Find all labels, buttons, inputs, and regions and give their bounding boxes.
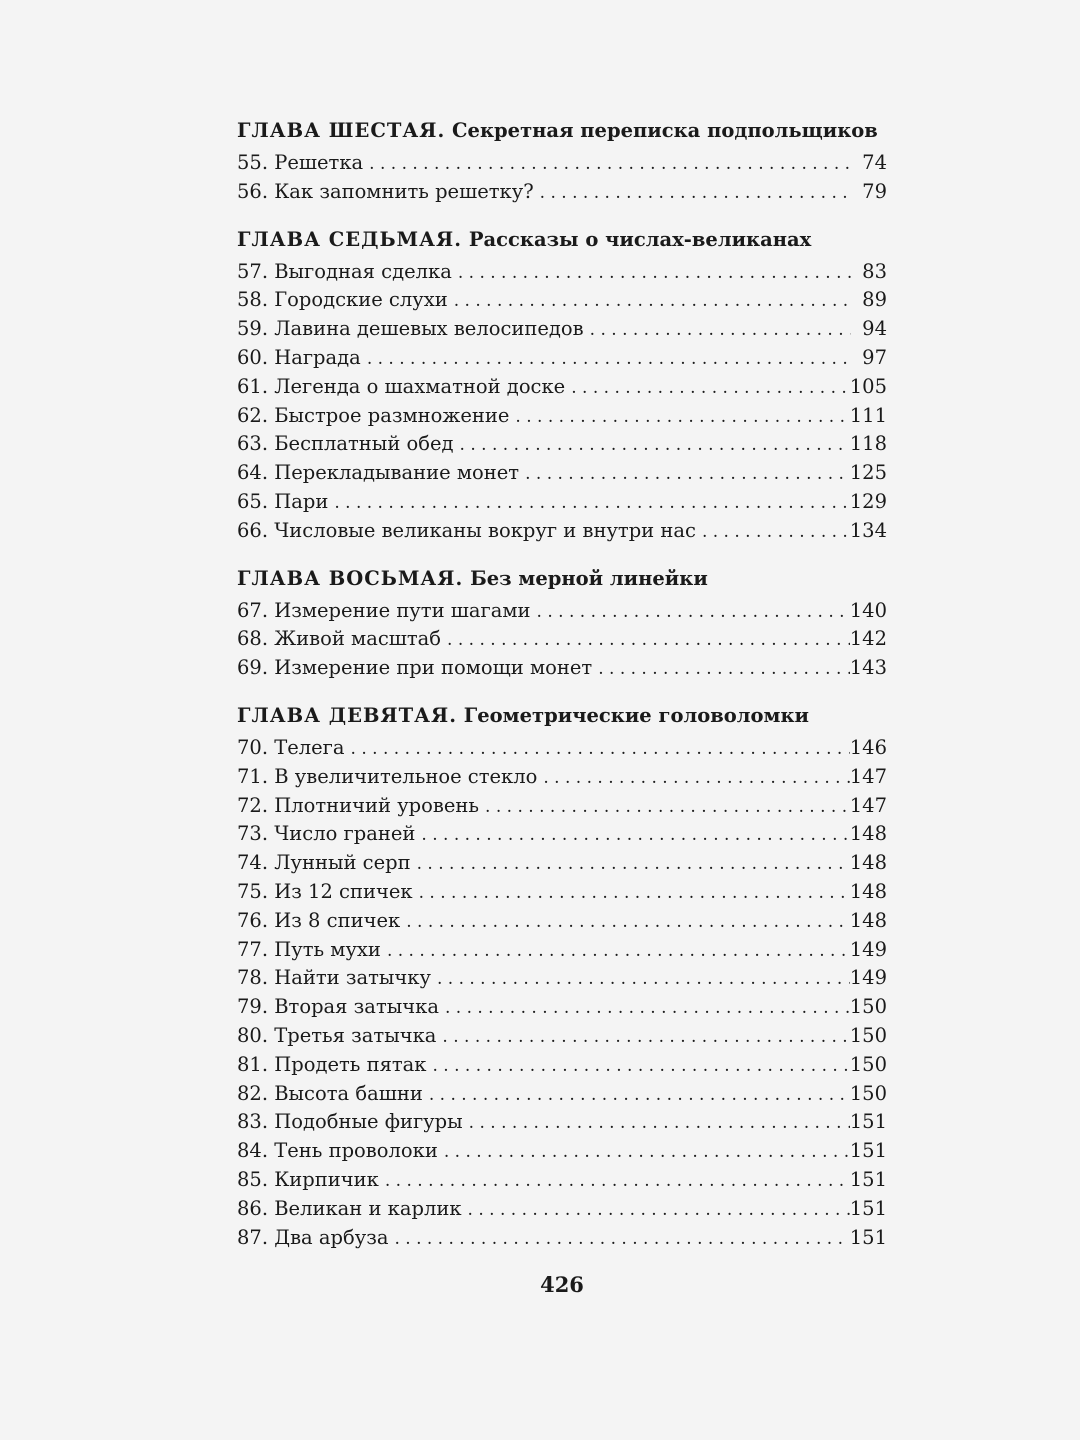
- dot-leader: [540, 179, 851, 208]
- dot-leader: [447, 626, 850, 655]
- dot-leader: [421, 821, 849, 850]
- dot-leader: [469, 1109, 850, 1138]
- dot-leader: [417, 850, 850, 879]
- entry-page: 149: [849, 937, 887, 961]
- toc-entry: [237, 258, 887, 287]
- entry-title: 76. Из 8 спичек: [237, 908, 401, 932]
- toc-entry: [237, 654, 887, 683]
- dot-leader: [468, 1196, 850, 1225]
- page-number: 426: [540, 1272, 584, 1297]
- entry-page: 111: [849, 403, 887, 427]
- dot-leader: [367, 345, 851, 374]
- toc-entry: [237, 792, 887, 821]
- entry-title: 87. Два арбуза: [237, 1225, 389, 1249]
- toc-entry: [237, 936, 887, 965]
- entry-page: 151: [849, 1167, 887, 1191]
- toc-entry: [237, 1224, 887, 1253]
- entry-page: 147: [849, 764, 887, 788]
- dot-leader: [387, 937, 850, 966]
- entry-page: 143: [849, 656, 887, 680]
- dot-leader: [406, 908, 850, 937]
- entry-page: 150: [849, 1081, 887, 1105]
- toc-entry: [237, 1022, 887, 1051]
- entry-title: 67. Измерение пути шагами: [237, 598, 531, 622]
- entry-title: 73. Число граней: [237, 822, 416, 846]
- entry-page: 79: [862, 179, 887, 203]
- toc-entry: [237, 373, 887, 402]
- dot-leader: [351, 735, 850, 764]
- entry-page: 125: [849, 461, 887, 485]
- entry-page: 151: [849, 1110, 887, 1134]
- toc-entry: [237, 1195, 887, 1224]
- entry-title: 55. Решетка: [237, 151, 364, 174]
- dot-leader: [334, 489, 849, 518]
- entry-title: 66. Числовые великаны вокруг и внутри нас: [237, 518, 696, 542]
- toc-entry: [237, 1166, 887, 1195]
- entry-page: 94: [862, 317, 887, 341]
- entry-page: 151: [849, 1225, 887, 1249]
- chapter-label: ГЛАВА СЕДЬМАЯ.: [237, 227, 463, 251]
- dot-leader: [458, 259, 851, 288]
- entry-title: 60. Награда: [237, 345, 361, 369]
- toc-entry: [237, 907, 887, 936]
- entry-page: 147: [849, 793, 887, 817]
- entry-title: 70. Телега: [237, 735, 345, 759]
- toc-entry: [237, 820, 887, 849]
- toc-entry: [237, 402, 887, 431]
- toc-entry: [237, 993, 887, 1022]
- toc-entry: [237, 964, 887, 993]
- entry-title: 82. Высота башни: [237, 1081, 423, 1105]
- toc-entry: [237, 597, 887, 626]
- entry-title: 83. Подобные фигуры: [237, 1110, 463, 1134]
- entry-page: 148: [849, 908, 887, 932]
- entry-page: 142: [849, 627, 887, 651]
- chapter-9: [237, 700, 887, 1252]
- toc-entry: [237, 488, 887, 517]
- entry-title: 85. Кирпичик: [237, 1167, 379, 1191]
- toc-entry: [237, 763, 887, 792]
- entry-title: 81. Продеть пятак: [237, 1052, 427, 1076]
- toc-entry: [237, 878, 887, 907]
- dot-leader: [590, 316, 851, 345]
- chapter-heading: [237, 115, 887, 147]
- entry-page: 105: [849, 374, 887, 398]
- entry-page: 140: [849, 598, 887, 622]
- chapter-8: [237, 563, 887, 683]
- entry-page: 118: [849, 432, 887, 456]
- entry-title: 75. Из 12 спичек: [237, 879, 413, 903]
- chapter-6: [237, 115, 887, 207]
- toc-entry: [237, 517, 887, 546]
- entry-title: 72. Плотничий уровень: [237, 793, 480, 817]
- dot-leader: [537, 598, 850, 627]
- entry-page: 83: [862, 259, 887, 283]
- chapter-7: [237, 224, 887, 546]
- entry-title: 69. Измерение при помощи монет: [237, 656, 593, 680]
- entry-page: 134: [849, 518, 887, 542]
- entry-page: 129: [849, 489, 887, 513]
- dot-leader: [442, 1023, 849, 1052]
- entry-title: 78. Найти затычку: [237, 966, 431, 990]
- chapter-title-text: Секретная переписка подпольщиков: [452, 119, 878, 142]
- entry-page: 74: [862, 151, 887, 174]
- dot-leader: [454, 287, 851, 316]
- dot-leader: [571, 374, 850, 403]
- entry-title: 80. Третья затычка: [237, 1023, 437, 1047]
- dot-leader: [444, 1138, 850, 1167]
- entry-page: 150: [849, 995, 887, 1019]
- dot-leader: [385, 1167, 850, 1196]
- toc-entry: [237, 1137, 887, 1166]
- dot-leader: [543, 764, 849, 793]
- dot-leader: [702, 518, 850, 547]
- entry-title: 57. Выгодная сделка: [237, 259, 452, 283]
- dot-leader: [525, 460, 850, 489]
- entry-page: 151: [849, 1196, 887, 1220]
- entry-title: 77. Путь мухи: [237, 937, 381, 961]
- dot-leader: [598, 655, 850, 684]
- toc-entry: [237, 149, 887, 178]
- toc-entry: [237, 315, 887, 344]
- entry-title: 58. Городские слухи: [237, 288, 448, 312]
- entry-title: 84. Тень проволоки: [237, 1139, 438, 1163]
- chapter-heading: [237, 700, 887, 732]
- toc-entry: [237, 849, 887, 878]
- toc-entry: [237, 625, 887, 654]
- chapter-title-text: Рассказы о числах-великанах: [468, 227, 812, 251]
- dot-leader: [419, 879, 850, 908]
- toc-entry: [237, 734, 887, 763]
- chapter-label: ГЛАВА ДЕВЯТАЯ.: [237, 703, 457, 727]
- toc-entry: [237, 1080, 887, 1109]
- entry-title: 59. Лавина дешевых велосипедов: [237, 317, 584, 341]
- chapter-label: ГЛАВА ШЕСТАЯ.: [237, 119, 446, 142]
- entry-page: 148: [849, 851, 887, 875]
- entry-title: 62. Быстрое размножение: [237, 403, 510, 427]
- entry-title: 71. В увеличительное стекло: [237, 764, 538, 788]
- entry-page: 89: [862, 288, 887, 312]
- entry-title: 79. Вторая затычка: [237, 995, 439, 1019]
- entry-title: 61. Легенда о шахматной доске: [237, 374, 566, 398]
- entry-page: 148: [849, 822, 887, 846]
- dot-leader: [369, 150, 851, 179]
- dot-leader: [433, 1052, 850, 1081]
- toc-entry: [237, 1051, 887, 1080]
- entry-page: 148: [849, 879, 887, 903]
- table-of-contents: [237, 115, 887, 1269]
- entry-title: 64. Перекладывание монет: [237, 461, 520, 485]
- chapter-heading: [237, 224, 887, 256]
- entry-title: 65. Пари: [237, 489, 329, 513]
- toc-entry: [237, 430, 887, 459]
- entry-page: 97: [862, 345, 887, 369]
- toc-entry: [237, 178, 887, 207]
- toc-entry: [237, 286, 887, 315]
- entry-title: 86. Великан и карлик: [237, 1196, 462, 1220]
- dot-leader: [515, 403, 849, 432]
- dot-leader: [429, 1081, 850, 1110]
- entry-title: 68. Живой масштаб: [237, 627, 442, 651]
- entry-page: 150: [849, 1023, 887, 1047]
- chapter-title-text: Без мерной линейки: [470, 566, 708, 590]
- chapter-title-text: Геометрические головоломки: [463, 703, 809, 727]
- toc-entry: [237, 459, 887, 488]
- entry-title: 56. Как запомнить решетку?: [237, 179, 534, 203]
- entry-page: 146: [849, 735, 887, 759]
- dot-leader: [437, 965, 850, 994]
- toc-entry: [237, 344, 887, 373]
- entry-title: 74. Лунный серп: [237, 851, 411, 875]
- dot-leader: [394, 1225, 849, 1254]
- chapter-label: ГЛАВА ВОСЬМАЯ.: [237, 566, 464, 590]
- dot-leader: [485, 793, 850, 822]
- dot-leader: [445, 994, 850, 1023]
- entry-page: 150: [849, 1052, 887, 1076]
- toc-entry: [237, 1108, 887, 1137]
- dot-leader: [460, 431, 850, 460]
- chapter-heading: [237, 563, 887, 595]
- entry-title: 63. Бесплатный обед: [237, 432, 454, 456]
- entry-page: 151: [849, 1139, 887, 1163]
- entry-page: 149: [849, 966, 887, 990]
